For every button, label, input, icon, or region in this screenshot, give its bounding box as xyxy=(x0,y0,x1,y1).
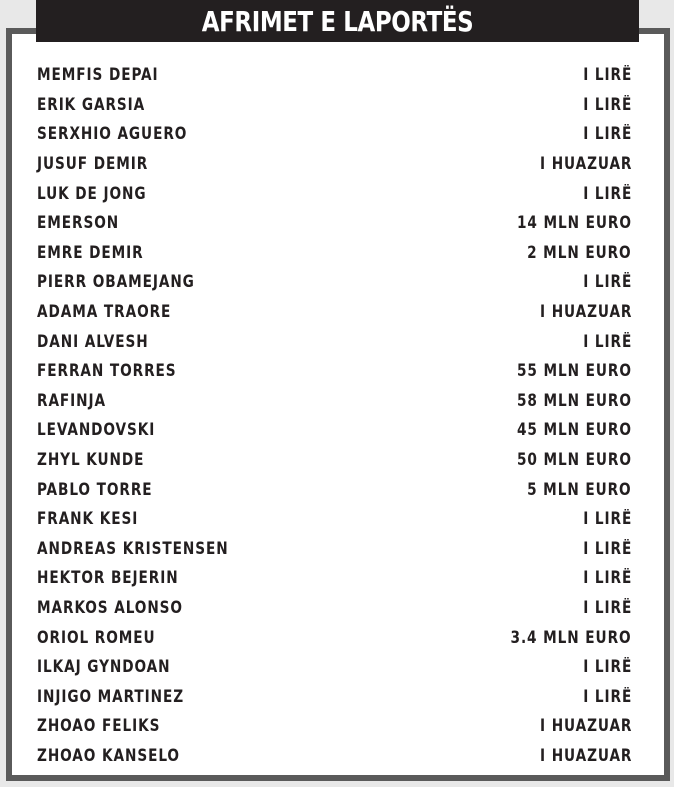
player-list xyxy=(37,60,632,770)
player-status: I LIRË xyxy=(583,331,632,351)
player-name: DANI ALVESH xyxy=(37,331,149,351)
player-name: MARKOS ALONSO xyxy=(37,597,183,617)
player-status: I LIRË xyxy=(583,272,632,292)
player-name: ORIOL ROMEU xyxy=(37,627,156,647)
player-name: ZHOAO KANSELO xyxy=(37,745,180,765)
player-name: ERIK GARSIA xyxy=(37,94,146,114)
list-item xyxy=(37,238,632,268)
player-status: I HUAZUAR xyxy=(539,745,632,765)
list-item xyxy=(37,622,632,652)
player-name: SERXHIO AGUERO xyxy=(37,124,188,144)
title-banner xyxy=(36,0,639,42)
list-item xyxy=(37,652,632,682)
list-item xyxy=(37,60,632,90)
player-status: I LIRË xyxy=(583,509,632,529)
player-name: PABLO TORRE xyxy=(37,479,153,499)
list-item xyxy=(37,474,632,504)
list-item xyxy=(37,149,632,179)
player-name: LUK DE JONG xyxy=(37,183,147,203)
list-item xyxy=(37,445,632,475)
player-name: PIERR OBAMEJANG xyxy=(37,272,195,292)
list-item xyxy=(37,297,632,327)
player-status: 45 MLN EURO xyxy=(517,420,632,440)
player-status: 50 MLN EURO xyxy=(517,450,632,470)
list-item xyxy=(37,208,632,238)
list-item xyxy=(37,681,632,711)
list-item xyxy=(37,504,632,534)
player-status: 14 MLN EURO xyxy=(517,213,632,233)
player-status: I LIRË xyxy=(583,657,632,677)
player-name: EMRE DEMIR xyxy=(37,242,144,262)
player-status: I LIRË xyxy=(583,65,632,85)
player-name: ZHYL KUNDE xyxy=(37,450,145,470)
player-name: RAFINJA xyxy=(37,390,107,410)
player-status: I LIRË xyxy=(583,124,632,144)
player-status: 3.4 MLN EURO xyxy=(510,627,632,647)
list-item xyxy=(37,534,632,564)
list-item xyxy=(37,741,632,771)
list-item xyxy=(37,267,632,297)
player-status: 55 MLN EURO xyxy=(517,361,632,381)
player-name: JUSUF DEMIR xyxy=(37,154,149,174)
list-item xyxy=(37,326,632,356)
list-item xyxy=(37,415,632,445)
player-status: 5 MLN EURO xyxy=(527,479,632,499)
player-name: ANDREAS KRISTENSEN xyxy=(37,538,229,558)
list-item xyxy=(37,356,632,386)
player-status: I HUAZUAR xyxy=(539,154,632,174)
player-name: ILKAJ GYNDOAN xyxy=(37,657,171,677)
player-name: MEMFIS DEPAI xyxy=(37,65,159,85)
player-name: LEVANDOVSKI xyxy=(37,420,156,440)
player-status: I LIRË xyxy=(583,183,632,203)
player-status: I LIRË xyxy=(583,538,632,558)
list-item xyxy=(37,593,632,623)
player-name: HEKTOR BEJERIN xyxy=(37,568,179,588)
player-name: EMERSON xyxy=(37,213,120,233)
player-name: FRANK KESI xyxy=(37,509,139,529)
list-item xyxy=(37,563,632,593)
player-status: I LIRË xyxy=(583,597,632,617)
player-status: 2 MLN EURO xyxy=(527,242,632,262)
player-name: ZHOAO FELIKS xyxy=(37,716,161,736)
list-item xyxy=(37,119,632,149)
player-status: I LIRË xyxy=(583,568,632,588)
list-item xyxy=(37,386,632,416)
player-status: I LIRË xyxy=(583,686,632,706)
player-status: 58 MLN EURO xyxy=(517,390,632,410)
player-name: ADAMA TRAORE xyxy=(37,302,172,322)
list-item xyxy=(37,711,632,741)
player-status: I LIRË xyxy=(583,94,632,114)
player-name: INJIGO MARTINEZ xyxy=(37,686,185,706)
player-status: I HUAZUAR xyxy=(539,302,632,322)
player-name: FERRAN TORRES xyxy=(37,361,177,381)
page-title: AFRIMET E LAPORTËS xyxy=(201,4,474,38)
player-status: I HUAZUAR xyxy=(539,716,632,736)
list-item xyxy=(37,178,632,208)
list-item xyxy=(37,90,632,120)
